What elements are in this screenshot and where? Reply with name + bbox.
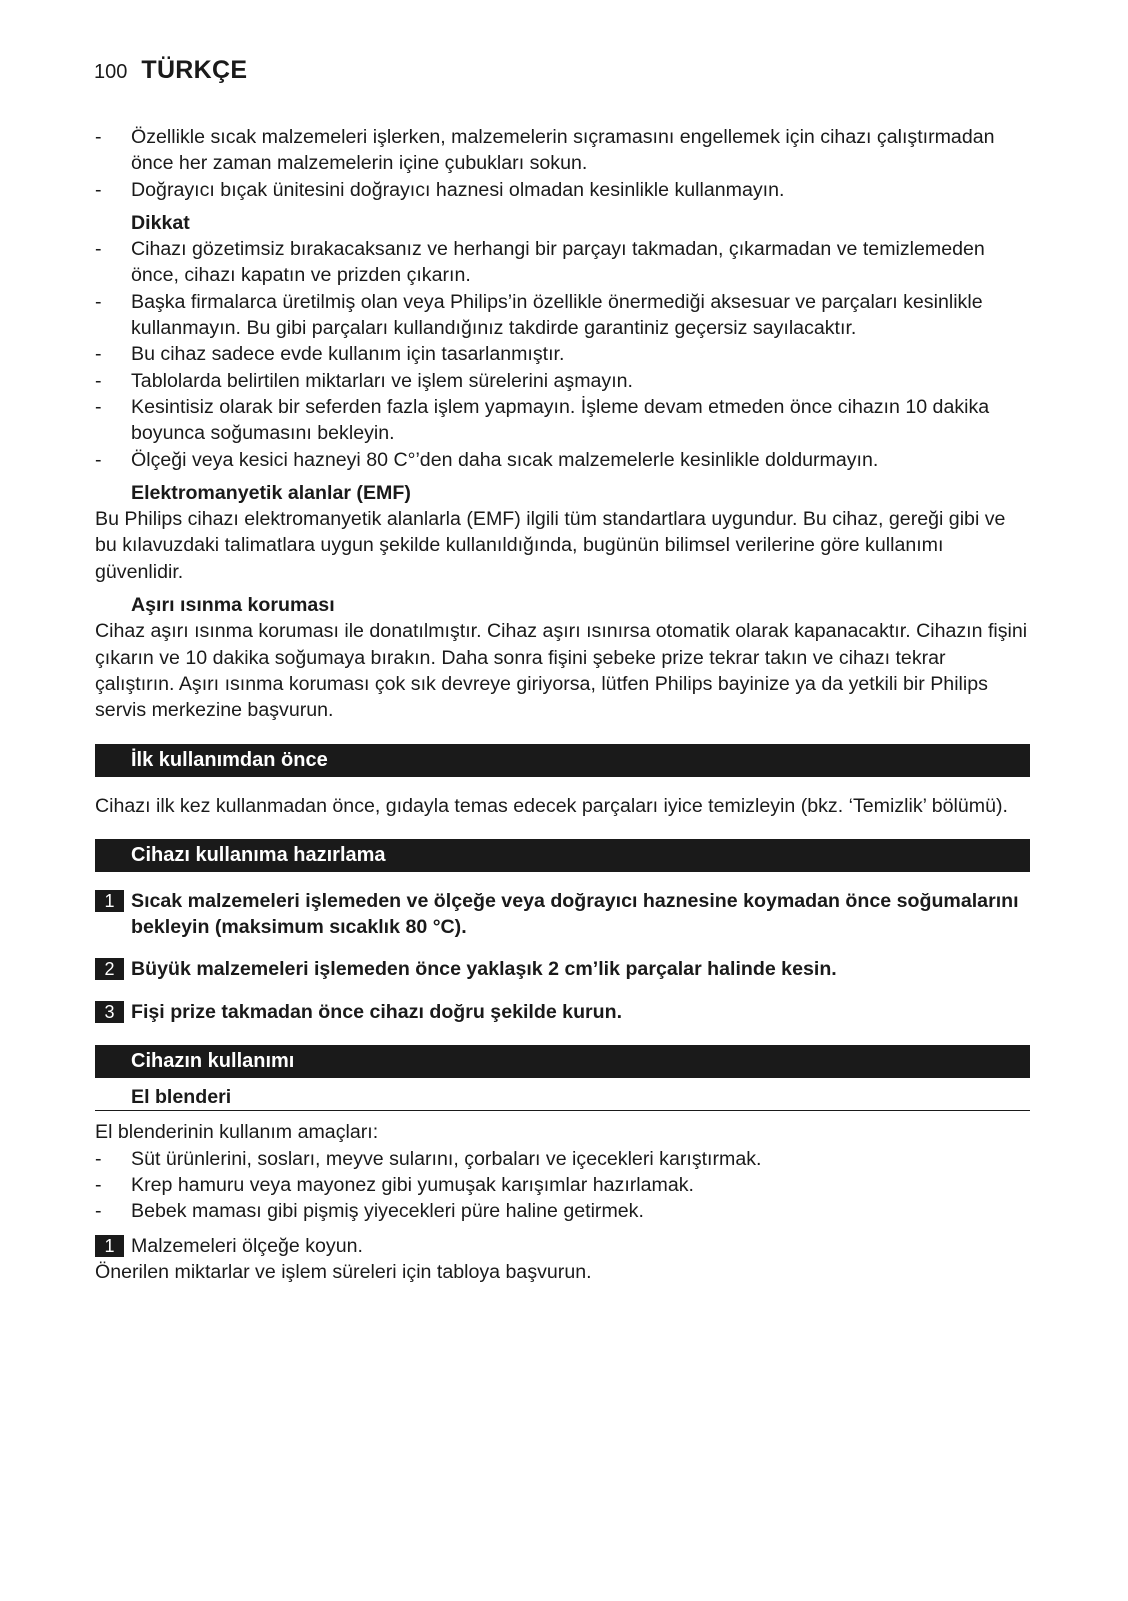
list-item: - Süt ürünlerini, sosları, meyve sularını, çorbaları ve içecekleri karıştırmak. (95, 1147, 762, 1170)
list-item: - Özellikle sıcak malzemeleri işlerken, malzemelerin sıçramasını engellemek için cihazı çalıştırmadan önce her zaman malzemelerin içine çubukları sokun. (95, 126, 995, 175)
step-3: 3 Fişi prize takmadan önce cihazı doğru şekilde kurun. (95, 999, 1030, 1025)
section-bar-using: Cihazın kullanımı (95, 1045, 1030, 1078)
overheat-text: Cihaz aşırı ısınma koruması ile donatılmıştır. Cihaz aşırı ısınırsa otomatik olarak kapanacaktır. Cihazın fişini çıkarın ve 10 dakika soğumaya bırakın. Daha sonra fişini şebeke prize tekrar takın ve cihazı tekrar çalıştırın. Aşırı ısınma koruması çok sık devreye giriyorsa, lütfen Philips bayinize ya da yetkili bir Philips servis merkezine başvurun. (95, 620, 1028, 722)
list-item: - Tablolarda belirtilen miktarları ve işlem sürelerini aşmayın. (95, 369, 634, 392)
page-header (94, 56, 247, 85)
list-item: - Başka firmalarca üretilmiş olan veya Philips’in özellikle önermediği aksesuar ve parçaları kesinlikle kullanmayın. Bu gibi parçaları kullandığınız takdirde garantiniz geçersiz sayılacaktır. (95, 290, 983, 340)
emf-text: Bu Philips cihazı elektromanyetik alanlarla (EMF) ilgili tüm standartlara uygundur. Bu cihaz, gereği gibi ve bu kılavuzdaki talimatlara uygun şekilde kullanıldığında, bugünün bilimsel verilerine göre kullanımı güvenlidir. (95, 508, 1006, 583)
el-blenderi-heading: El blenderi (95, 1084, 1030, 1111)
step-number: 2 (95, 958, 124, 980)
page-content (95, 124, 1030, 1285)
using-intro: El blenderinin kullanım amaçları: (95, 1121, 379, 1144)
list-item: - Cihazı gözetimsiz bırakacaksanız ve herhangi bir parçayı takmadan, çıkarmadan ve temizlemeden önce, cihazı kapatın ve prizden çıkarın. (95, 238, 985, 287)
list-item: - Ölçeği veya kesici hazneyi 80 C°’den daha sıcak malzemelerle kesinlikle doldurmayın. (95, 448, 879, 471)
using-note: Önerilen miktarlar ve işlem süreleri için tabloya başvurun. (95, 1260, 592, 1283)
section-bar-preparing: Cihazı kullanıma hazırlama (95, 839, 1030, 872)
step-number: 3 (95, 1001, 124, 1023)
emf-heading: Elektromanyetik alanlar (EMF) (131, 481, 411, 504)
list-item: - Bu cihaz sadece evde kullanım için tasarlanmıştır. (95, 343, 565, 366)
caution-heading: Dikkat (131, 211, 190, 234)
step-1: 1 Sıcak malzemeleri işlemeden ve ölçeğe veya doğrayıcı haznesine koymadan önce soğumalarını bekleyin (maksimum sıcaklık 80 °C). (95, 888, 1030, 941)
page-number: 100 (94, 61, 128, 83)
using-step-1: 1 Malzemeleri ölçeğe koyun. (95, 1233, 1030, 1259)
list-item: - Doğrayıcı bıçak ünitesini doğrayıcı haznesi olmadan kesinlikle kullanmayın. (95, 178, 785, 201)
step-number: 1 (95, 890, 124, 912)
list-item: - Kesintisiz olarak bir seferden fazla işlem yapmayın. İşleme devam etmeden önce cihazın 10 dakika boyunca soğumasını bekleyin. (95, 395, 990, 445)
before-first-use-text: Cihazı ilk kez kullanmadan önce, gıdayla temas edecek parçaları iyice temizleyin (bkz. ‘Temizlik’ bölümü). (95, 794, 1008, 817)
list-item: - Bebek maması gibi pişmiş yiyecekleri püre haline getirmek. (95, 1200, 644, 1223)
language-title: TÜRKÇE (141, 56, 248, 84)
section-bar-before-first-use: İlk kullanımdan önce (95, 744, 1030, 777)
step-number: 1 (95, 1235, 124, 1257)
list-item: - Krep hamuru veya mayonez gibi yumuşak karışımlar hazırlamak. (95, 1173, 694, 1196)
overheat-heading: Aşırı ısınma koruması (131, 594, 335, 617)
step-2: 2 Büyük malzemeleri işlemeden önce yaklaşık 2 cm’lik parçalar halinde kesin. (95, 956, 1030, 982)
